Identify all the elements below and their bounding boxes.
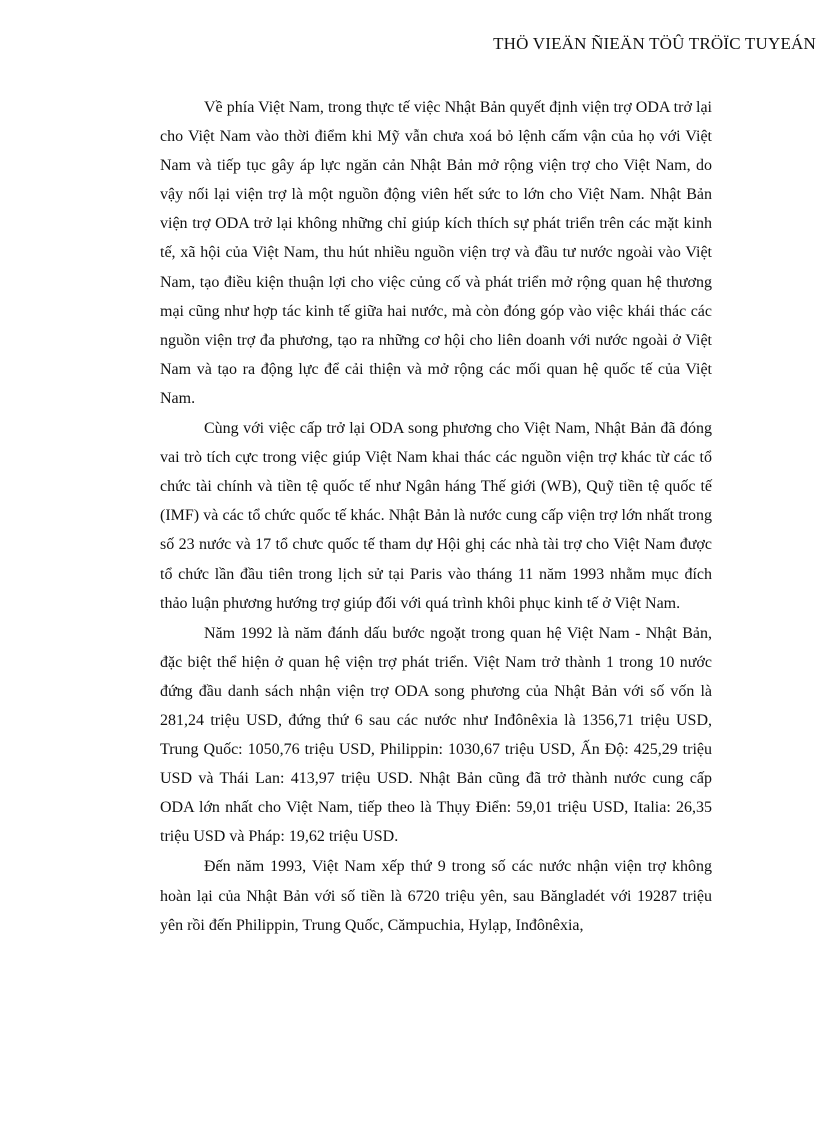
- paragraph-vietnam-perspective: Về phía Việt Nam, trong thực tế việc Nhật Bản quyết định viện trợ ODA trở lại cho Việt Nam vào thời điểm khi Mỹ vẫn chưa xoá bỏ lệnh cấm vận của họ với Việt Nam và tiếp tục gây áp lực ngăn cản Nhật Bản mở rộng viện trợ cho Việt Nam, do vậy nối lại viện trợ là một nguồn động viên hết sức to lớn cho Việt Nam. Nhật Bản viện trợ ODA trở lại không những chỉ giúp kích thích sự phát triển trên các mặt kinh tế, xã hội của Việt Nam, thu hút nhiều nguồn viện trợ và đầu tư nước ngoài vào Việt Nam, tạo điều kiện thuận lợi cho việc củng cố và phát triển mở rộng quan hệ thương mại cũng như hợp tác kinh tế giữa hai nước, mà còn đóng góp vào việc khái thác các nguồn viện trợ đa phương, tạo ra những cơ hội cho liên doanh với nước ngoài ở Việt Nam và tạo ra động lực để cải thiện và mở rộng các mối quan hệ quốc tế của Việt Nam.: [160, 99, 712, 407]
- paragraph-1992-turning-point: Năm 1992 là năm đánh dấu bước ngoặt trong quan hệ Việt Nam - Nhật Bản, đặc biệt thể hiện ở quan hệ viện trợ phát triển. Việt Nam trở thành 1 trong 10 nước đứng đầu danh sách nhận viện trợ ODA song phương của Nhật Bản với số vốn là 281,24 triệu USD, đứng thứ 6 sau các nước như Inđônêxia là 1356,71 triệu USD, Trung Quốc: 1050,76 triệu USD, Philippin: 1030,67 triệu USD, Ấn Độ: 425,29 triệu USD và Thái Lan: 413,97 triệu USD. Nhật Bản cũng đã trở thành nước cung cấp ODA lớn nhất cho Việt Nam, tiếp theo là Thụy Điển: 59,01 triệu USD, Italia: 26,35 triệu USD và Pháp: 19,62 triệu USD.: [160, 624, 712, 846]
- paragraph-1993-ranking: Đến năm 1993, Việt Nam xếp thứ 9 trong số các nước nhận viện trợ không hoàn lại của Nhật Bản với số tiền là 6720 triệu yên, sau Băngladét với 19287 triệu yên rồi đến Philippin, Trung Quốc, Cămpuchia, Hylạp, Inđônêxia,: [160, 858, 712, 934]
- page-header: THÖ VIEÄN ÑIEÄN TÖÛ TRÖÏC TUYEÁN: [493, 34, 816, 53]
- paragraph-japan-role: Cùng với việc cấp trở lại ODA song phương cho Việt Nam, Nhật Bản đã đóng vai trò tích cực trong việc giúp Việt Nam khai thác các nguồn viện trợ khác từ các tổ chức tài chính và tiền tệ quốc tế như Ngân háng Thế giới (WB), Quỹ tiền tệ quốc tế (IMF) và các tổ chức quốc tế khác. Nhật Bản là nước cung cấp viện trợ lớn nhất trong số 23 nước và 17 tổ chưc quốc tế tham dự Hội ghị các nhà tài trợ cho Việt Nam được tổ chức lần đầu tiên trong lịch sử tại Paris vào tháng 11 năm 1993 nhằm mục đích thảo luận phương hướng trợ giúp đối với quá trình khôi phục kinh tế ở Việt Nam.: [160, 420, 712, 612]
- document-body: [160, 93, 712, 941]
